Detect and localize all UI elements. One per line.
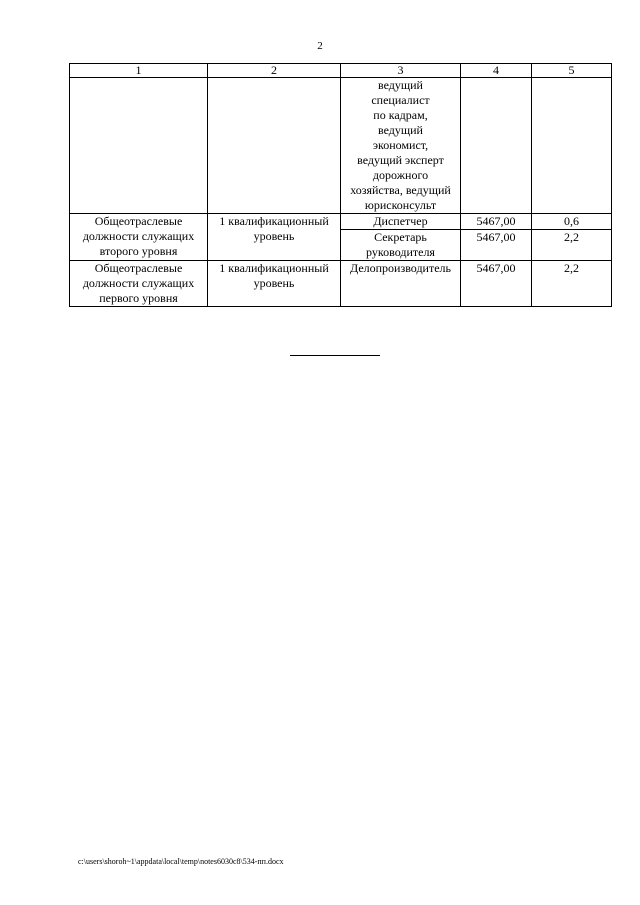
cell-empty xyxy=(70,78,208,214)
cell-empty xyxy=(208,78,341,214)
cell-empty xyxy=(461,78,532,214)
cell-position: Делопроизводитель xyxy=(341,261,461,307)
cell-position: Диспетчер xyxy=(341,214,461,230)
cell-coefficient: 2,2 xyxy=(532,230,612,261)
cell-level: 1 квалификационный уровень xyxy=(208,214,341,261)
header-col-4: 4 xyxy=(461,64,532,78)
cell-salary: 5467,00 xyxy=(461,230,532,261)
table-header-row xyxy=(70,64,612,78)
header-col-3: 3 xyxy=(341,64,461,78)
cell-salary: 5467,00 xyxy=(461,214,532,230)
cell-level: 1 квалификационный уровень xyxy=(208,261,341,307)
table-row-continued xyxy=(70,78,612,214)
cell-coefficient: 2,2 xyxy=(532,261,612,307)
cell-position: Секретарь руководителя xyxy=(341,230,461,261)
cell-coefficient: 0,6 xyxy=(532,214,612,230)
table-row xyxy=(70,214,612,230)
table-row xyxy=(70,261,612,307)
cell-empty xyxy=(532,78,612,214)
cell-group: Общеотраслевые должности служащих первого уровня xyxy=(70,261,208,307)
cell-salary: 5467,00 xyxy=(461,261,532,307)
header-col-2: 2 xyxy=(208,64,341,78)
header-col-5: 5 xyxy=(532,64,612,78)
footer-file-path: c:\users\shoroh~1\appdata\local\temp\notes6030c8\534-пп.docx xyxy=(78,857,284,866)
cell-group: Общеотраслевые должности служащих второго уровня xyxy=(70,214,208,261)
salary-table xyxy=(69,63,612,307)
cell-positions-continued: ведущий специалист по кадрам, ведущий экономист, ведущий эксперт дорожного хозяйства, ведущий юрисконсульт xyxy=(341,78,461,214)
page-number: 2 xyxy=(317,40,323,52)
separator-line xyxy=(290,355,380,356)
header-col-1: 1 xyxy=(70,64,208,78)
